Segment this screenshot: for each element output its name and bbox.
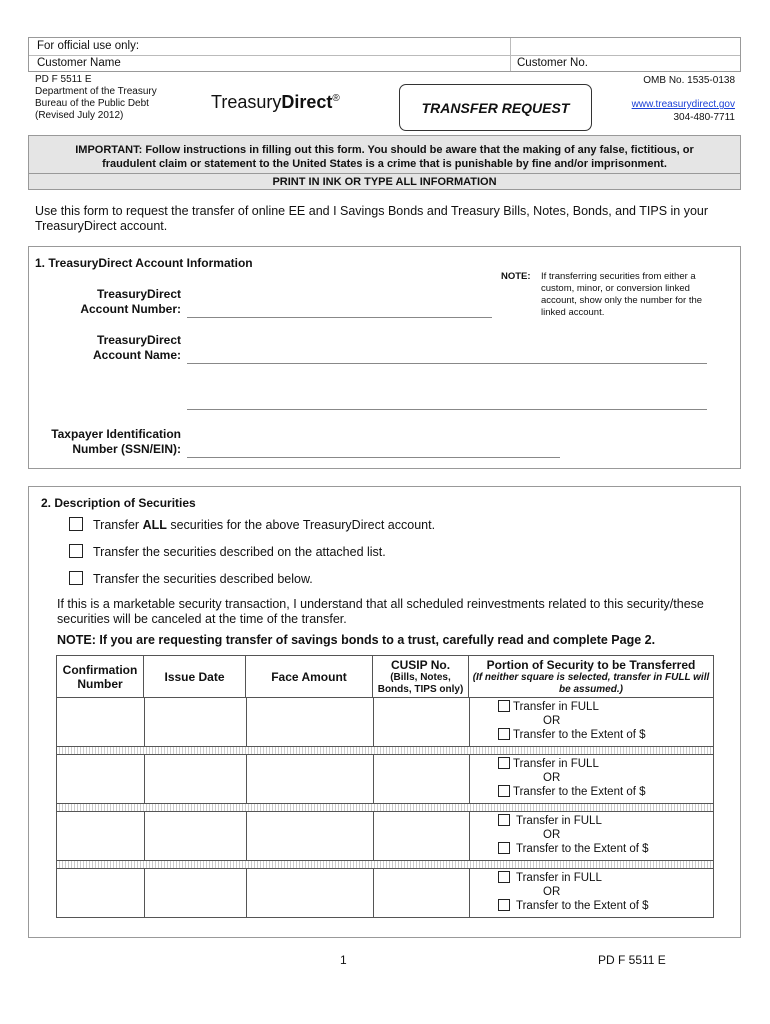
registered-mark: ®	[332, 93, 340, 104]
website-link[interactable]: www.treasurydirect.gov	[631, 99, 735, 110]
transfer-all-checkbox[interactable]	[69, 517, 83, 531]
important-notice	[28, 135, 741, 190]
divider	[510, 38, 511, 71]
tin-label	[51, 427, 181, 457]
divider	[57, 697, 713, 698]
label-line: TreasuryDirect	[96, 333, 181, 347]
section1-title: 1. TreasuryDirect Account Information	[35, 256, 253, 270]
col-header: Portion of Security to be Transferred	[486, 657, 696, 672]
tin-input[interactable]	[187, 442, 560, 458]
attached-list-checkbox[interactable]	[69, 544, 83, 558]
form-info	[35, 74, 157, 122]
extent-checkbox[interactable]	[498, 728, 510, 740]
page-number: 1	[340, 953, 347, 967]
label-line: Account Name:	[92, 348, 181, 362]
extent-label: Transfer to the Extent of $	[513, 729, 646, 741]
row-separator	[57, 860, 713, 869]
revised-date: (Revised July 2012)	[35, 110, 124, 121]
attached-list-label: Transfer the securities described on the attached list.	[93, 545, 386, 559]
full-label: Transfer in FULL	[516, 815, 602, 827]
col-face-amount: Face Amount	[246, 656, 373, 697]
portion-options	[498, 871, 649, 913]
col-confirmation	[57, 656, 144, 697]
or-label: OR	[543, 829, 561, 841]
col-subheader: (If neither square is selected, transfer in FULL will be assumed.)	[472, 671, 710, 695]
portion-options	[498, 814, 649, 856]
described-below-checkbox[interactable]	[69, 571, 83, 585]
divider	[29, 55, 740, 56]
official-use-box	[28, 37, 741, 72]
full-checkbox[interactable]	[498, 814, 510, 826]
or-label: OR	[543, 772, 561, 784]
extent-label: Transfer to the Extent of $	[516, 843, 649, 855]
bureau: Bureau of the Public Debt	[35, 98, 149, 109]
or-label: OR	[543, 886, 561, 898]
omb-number: OMB No. 1535-0138	[643, 75, 735, 86]
section2-title: 2. Description of Securities	[41, 496, 196, 510]
intro-text: Use this form to request the transfer of online EE and I Savings Bonds and Treasury Bills, Notes, Bonds, and TIPS in your TreasuryDirect account.	[35, 204, 709, 233]
extent-checkbox[interactable]	[498, 899, 510, 911]
full-label: Transfer in FULL	[513, 701, 599, 713]
col-cusip	[373, 656, 469, 697]
label-line: TreasuryDirect	[96, 287, 181, 301]
account-number-input[interactable]	[187, 302, 492, 318]
col-issue-date: Issue Date	[144, 656, 246, 697]
brand-plain: Treasury	[211, 92, 282, 112]
full-label: Transfer in FULL	[516, 872, 602, 884]
col-subheader: (Bills, Notes, Bonds, TIPS only)	[377, 671, 464, 695]
row-separator	[57, 803, 713, 812]
transfer-all-label	[93, 518, 435, 532]
full-checkbox[interactable]	[498, 871, 510, 883]
label-bold: ALL	[142, 518, 167, 532]
account-name-input-line2[interactable]	[187, 394, 707, 410]
described-below-label: Transfer the securities described below.	[93, 572, 313, 586]
col-header: Number	[77, 676, 123, 691]
label-part: securities for the above TreasuryDirect account.	[166, 518, 436, 532]
label-line: Account Number:	[80, 302, 181, 316]
col-header: Confirmation	[62, 662, 138, 677]
portion-options	[498, 757, 646, 799]
full-checkbox[interactable]	[498, 757, 510, 769]
note-text: If transferring securities from either a custom, minor, or conversion linked account, show only the number for the linked account.	[541, 271, 703, 318]
trust-note: NOTE: If you are requesting transfer of savings bonds to a trust, carefully read and complete Page 2.	[57, 633, 656, 647]
form-id: PD F 5511 E	[35, 74, 92, 85]
form-title: TRANSFER REQUEST	[399, 84, 592, 131]
account-number-label	[80, 287, 181, 317]
note-key: NOTE:	[501, 271, 531, 282]
full-label: Transfer in FULL	[513, 758, 599, 770]
contact-info	[632, 74, 735, 124]
account-name-label	[93, 333, 181, 363]
phone-number: 304-480-7711	[673, 112, 735, 123]
col-header: CUSIP No.	[390, 657, 451, 672]
footer-form-id: PD F 5511 E	[598, 953, 666, 967]
extent-label: Transfer to the Extent of $	[513, 786, 646, 798]
official-use-label: For official use only:	[37, 40, 140, 52]
treasurydirect-logo	[211, 92, 340, 113]
label-part: Transfer	[93, 518, 143, 532]
portion-options	[498, 700, 646, 742]
customer-no-field[interactable]: Customer No.	[517, 57, 588, 69]
securities-table	[56, 655, 714, 918]
row-separator	[57, 746, 713, 755]
label-line: Number (SSN/EIN):	[72, 442, 181, 456]
marketable-statement: If this is a marketable security transaction, I understand that all scheduled reinvestments related to this security/these securities will be canceled at the time of the transfer.	[57, 597, 704, 626]
extent-checkbox[interactable]	[498, 842, 510, 854]
customer-name-field[interactable]: Customer Name	[37, 57, 121, 69]
full-checkbox[interactable]	[498, 700, 510, 712]
section-securities	[28, 486, 741, 938]
print-instruction: PRINT IN INK OR TYPE ALL INFORMATION	[272, 176, 497, 188]
department: Department of the Treasury	[35, 86, 157, 97]
brand-bold: Direct	[281, 92, 333, 112]
section-account-info	[28, 246, 741, 469]
extent-label: Transfer to the Extent of $	[516, 900, 649, 912]
or-label: OR	[543, 715, 561, 727]
col-portion	[469, 656, 713, 697]
account-name-input[interactable]	[187, 348, 707, 364]
extent-checkbox[interactable]	[498, 785, 510, 797]
important-text: IMPORTANT: Follow instructions in filling out this form. You should be aware that the making of any false, fictitious, or fraudulent claim or statement to the United States is a crime that is punishable by fine and/or imprisonment.	[75, 144, 694, 170]
label-line: Taxpayer Identification	[51, 427, 181, 441]
divider	[29, 173, 740, 174]
